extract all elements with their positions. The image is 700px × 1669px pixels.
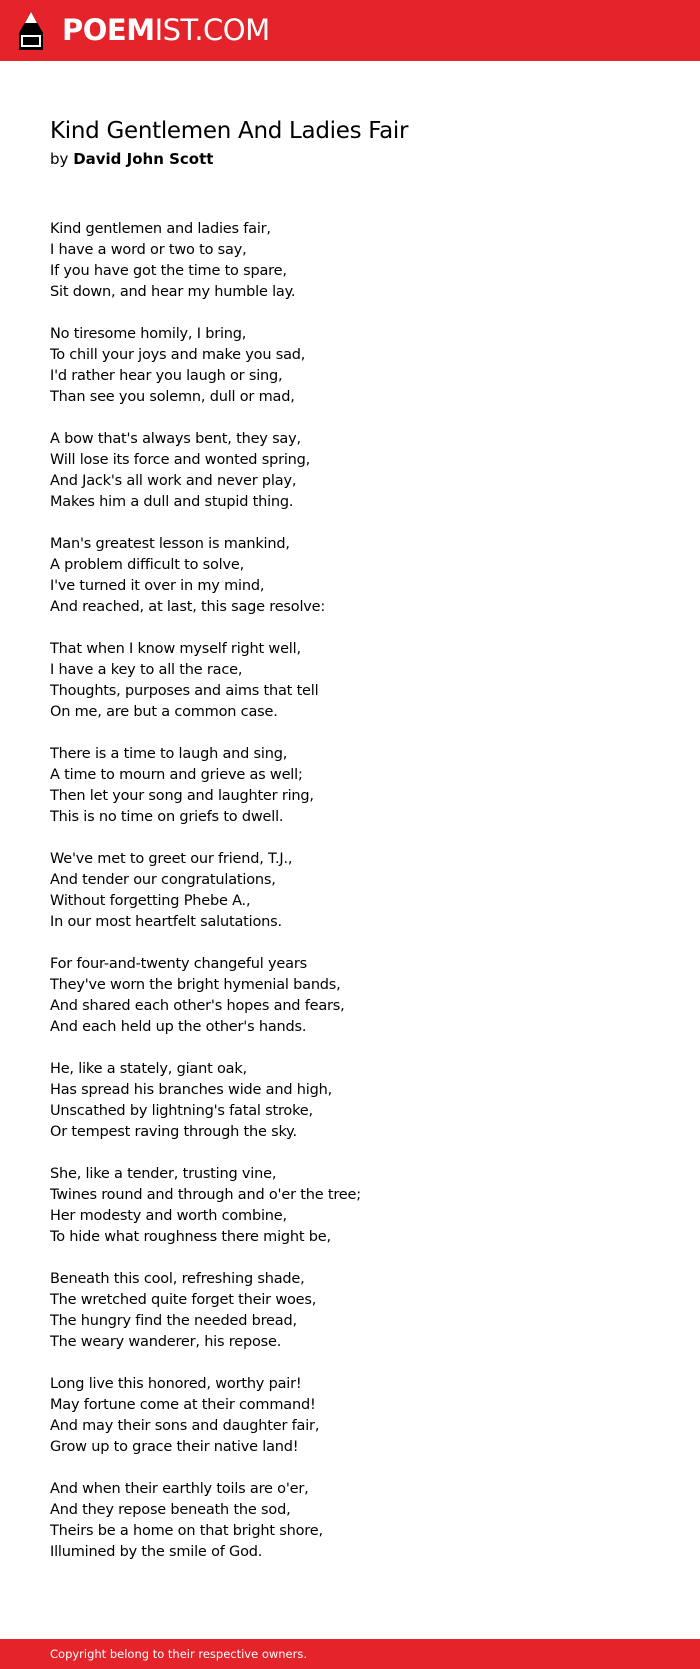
poem-stanza xyxy=(50,744,650,828)
poem-line: To chill your joys and make you sad, xyxy=(50,347,306,363)
poem-line: Makes him a dull and stupid thing. xyxy=(50,494,294,510)
poem-line: The hungry find the needed bread, xyxy=(50,1313,297,1329)
poem-line: In our most heartfelt salutations. xyxy=(50,914,282,930)
poem-line: They've worn the bright hymenial bands, xyxy=(50,977,341,993)
logo-bold-text: POEM xyxy=(62,13,155,47)
poem-stanza xyxy=(50,1479,650,1563)
poem-stanza xyxy=(50,429,650,513)
poem-line: There is a time to laugh and sing, xyxy=(50,746,288,762)
poem-line: Man's greatest lesson is mankind, xyxy=(50,536,290,552)
poem-line: He, like a stately, giant oak, xyxy=(50,1061,247,1077)
poem-line: This is no time on griefs to dwell. xyxy=(50,809,284,825)
poem-line: Will lose its force and wonted spring, xyxy=(50,452,311,468)
site-logo[interactable] xyxy=(62,13,270,47)
poem-stanza xyxy=(50,1269,650,1353)
poem-line: Theirs be a home on that bright shore, xyxy=(50,1523,323,1539)
poem-stanza xyxy=(50,954,650,1038)
poem-stanza xyxy=(50,219,650,303)
poem-stanza xyxy=(50,1059,650,1143)
poem-line: And shared each other's hopes and fears, xyxy=(50,998,345,1014)
by-label: by xyxy=(50,150,69,168)
poem-title: Kind Gentlemen And Ladies Fair xyxy=(50,118,409,144)
poem-line: If you have got the time to spare, xyxy=(50,263,287,279)
poem-line: And may their sons and daughter fair, xyxy=(50,1418,320,1434)
poem-stanza xyxy=(50,324,650,408)
poem-line: Unscathed by lightning's fatal stroke, xyxy=(50,1103,313,1119)
poem-line: And when their earthly toils are o'er, xyxy=(50,1481,309,1497)
poem-line: On me, are but a common case. xyxy=(50,704,278,720)
poem-line: I have a word or two to say, xyxy=(50,242,247,258)
poem-line: Beneath this cool, refreshing shade, xyxy=(50,1271,305,1287)
poem-line: Has spread his branches wide and high, xyxy=(50,1082,332,1098)
poem-line: Thoughts, purposes and aims that tell xyxy=(50,683,319,699)
poem-line: A time to mourn and grieve as well; xyxy=(50,767,303,783)
poem-line: That when I know myself right well, xyxy=(50,641,301,657)
poem-line: And reached, at last, this sage resolve: xyxy=(50,599,326,615)
poem-line: Or tempest raving through the sky. xyxy=(50,1124,297,1140)
poem-line: I've turned it over in my mind, xyxy=(50,578,265,594)
poem-stanza xyxy=(50,849,650,933)
poem-line: Kind gentlemen and ladies fair, xyxy=(50,221,271,237)
poem-line: And they repose beneath the sod, xyxy=(50,1502,291,1518)
poem-stanza xyxy=(50,1374,650,1458)
pencil-icon[interactable] xyxy=(18,11,44,51)
poem-line: Illumined by the smile of God. xyxy=(50,1544,263,1560)
poem-line: For four-and-twenty changeful years xyxy=(50,956,307,972)
poem-body xyxy=(50,219,650,1584)
poem-line: She, like a tender, trusting vine, xyxy=(50,1166,277,1182)
poem-stanza xyxy=(50,639,650,723)
site-header xyxy=(0,0,700,61)
poem-line: Without forgetting Phebe A., xyxy=(50,893,251,909)
poem-line: I have a key to all the race, xyxy=(50,662,243,678)
poem-line: Long live this honored, worthy pair! xyxy=(50,1376,302,1392)
poem-line: May fortune come at their command! xyxy=(50,1397,316,1413)
poem-line: No tiresome homily, I bring, xyxy=(50,326,247,342)
poem-line: Twines round and through and o'er the tree; xyxy=(50,1187,361,1203)
site-footer xyxy=(0,1639,700,1669)
poem-line: To hide what roughness there might be, xyxy=(50,1229,331,1245)
poem-line: Than see you solemn, dull or mad, xyxy=(50,389,295,405)
poem-line: A bow that's always bent, they say, xyxy=(50,431,301,447)
poem-line: Grow up to grace their native land! xyxy=(50,1439,299,1455)
byline xyxy=(50,148,213,170)
poem-line: The weary wanderer, his repose. xyxy=(50,1334,282,1350)
poem-line: Sit down, and hear my humble lay. xyxy=(50,284,296,300)
poem-line: Then let your song and laughter ring, xyxy=(50,788,314,804)
poem-line: We've met to greet our friend, T.J., xyxy=(50,851,293,867)
poem-line: And each held up the other's hands. xyxy=(50,1019,307,1035)
poem-stanza xyxy=(50,1164,650,1248)
poem-line: Her modesty and worth combine, xyxy=(50,1208,287,1224)
author-name: David John Scott xyxy=(73,150,214,168)
poem-line: The wretched quite forget their woes, xyxy=(50,1292,317,1308)
poem-line: I'd rather hear you laugh or sing, xyxy=(50,368,283,384)
poem-stanza xyxy=(50,534,650,618)
poem-line: And Jack's all work and never play, xyxy=(50,473,297,489)
logo-light-text: IST.COM xyxy=(154,13,270,47)
copyright-notice: Copyright belong to their respective owners. xyxy=(50,1647,308,1661)
poem-line: A problem difficult to solve, xyxy=(50,557,245,573)
poem-line: And tender our congratulations, xyxy=(50,872,276,888)
